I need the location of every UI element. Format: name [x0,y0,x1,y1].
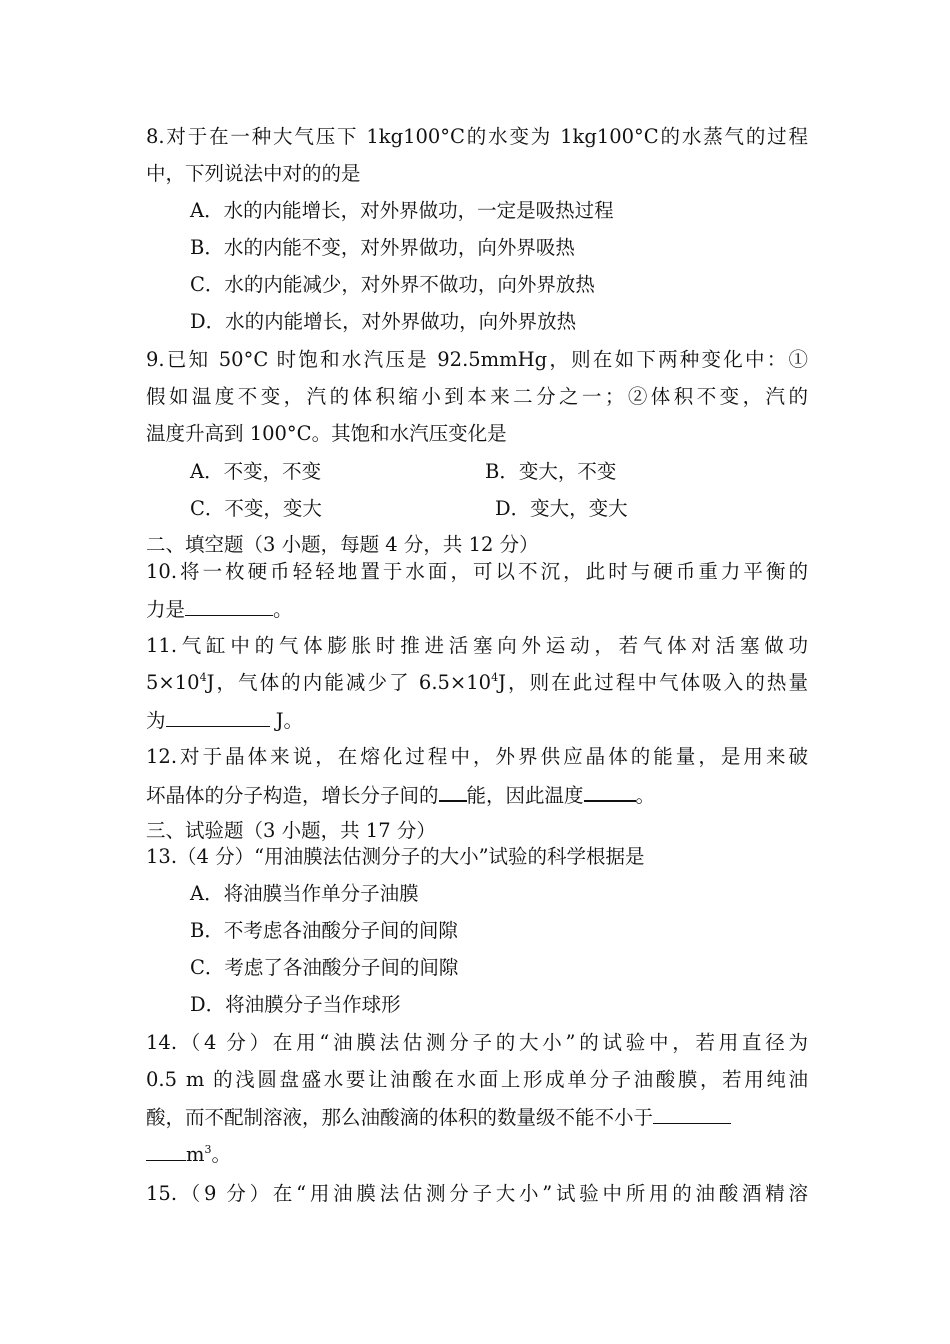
q11-text-d: 为 [146,709,166,732]
q11-answer-blank[interactable] [166,706,270,727]
q15-stem-line1: 15.（9 分）在“用油膜法估测分子大小”试验中所用的油酸酒精溶 [146,1182,808,1205]
section-3-heading: 三、试验题（3 小题，共 17 分） [146,819,436,842]
q12-end: 。 [635,784,656,807]
q11-unit: J。 [269,709,304,732]
q9-stem-line3: 温度升高到 100°C。其饱和水汽压变化是 [146,422,507,445]
q14-answer-blank-2[interactable] [146,1140,186,1161]
q10-end: 。 [273,598,293,621]
q10-text: 力是 [146,598,186,621]
q13-option-a: A．将油膜当作单分子油膜 [190,882,419,905]
q10-answer-blank[interactable] [185,595,273,616]
q12-stem-line1: 12.对于晶体来说，在熔化过程中，外界供应晶体的能量，是用来破 [146,745,808,768]
q14-unit-exp: 3 [204,1143,212,1156]
q9-stem-line2: 假如温度不变，汽的体积缩小到本来二分之一；②体积不变，汽的 [146,385,808,408]
q11-exp2: 4 [491,671,499,684]
q9-option-b: B．变大，不变 [485,460,617,483]
q13-option-c: C．考虑了各油酸分子间的间隙 [190,956,459,979]
q11-stem-line2 [146,669,808,697]
q14-unit: m [186,1143,205,1166]
section-2-heading: 二、填空题（3 小题，每题 4 分，共 12 分） [146,533,539,556]
q14-answer-blank-1[interactable] [653,1103,731,1124]
q13-option-b: B．不考虑各油酸分子间的间隙 [190,919,458,942]
q10-stem-line2 [146,595,808,623]
q8-option-d: D．水的内能增长，对外界做功，向外界放热 [190,310,577,333]
q8-option-a: A．水的内能增长，对外界做功，一定是吸热过程 [190,199,614,222]
q11-text-b: J，气体的内能减少了 6.5×10 [206,671,492,694]
q11-text-c: J，则在此过程中气体吸入的热量 [498,671,808,694]
q9-option-c: C．不变，变大 [190,497,322,520]
q9-option-d: D．变大，变大 [495,497,628,520]
q12-answer-blank-1[interactable] [439,780,467,802]
q10-stem-line1: 10.将一枚硬币轻轻地置于水面，可以不沉，此时与硬币重力平衡的 [146,560,808,583]
q13-option-d: D．将油膜分子当作球形 [190,993,401,1016]
q9-option-a: A．不变，不变 [190,460,322,483]
q8-stem-line2: 中，下列说法中对的的是 [146,162,361,185]
q11-stem-line3 [146,706,808,734]
q8-option-c: C．水的内能减少，对外界不做功，向外界放热 [190,273,595,296]
q12-answer-blank-2[interactable] [584,780,636,802]
q12-text-a: 坏晶体的分子构造，增长分子间的 [146,784,439,807]
q8-stem-line1: 8.对于在一种大气压下 1kg100°C的水变为 1kg100°C的水蒸气的过程 [146,125,808,148]
q14-stem-line2: 0.5 m 的浅圆盘盛水要让油酸在水面上形成单分子油酸膜，若用纯油 [146,1068,808,1091]
q12-stem-line2 [146,780,808,808]
q11-work-value: $5\times 10^4$ [146,671,207,694]
q12-text-b: 能，因此温度 [466,784,584,807]
q14-end: 。 [211,1143,232,1166]
q9-stem-line1: 9.已知 50°C 时饱和水汽压是 92.5mmHg，则在如下两种变化中：① [146,348,808,371]
q13-stem-line1: 13.（4 分）“用油膜法估测分子的大小”试验的科学根据是 [146,845,645,868]
q14-text: 酸，而不配制溶液，那么油酸滴的体积的数量级不能不小于 [146,1106,654,1129]
q8-option-b: B．水的内能不变，对外界做功，向外界吸热 [190,236,575,259]
q11-stem-line1: 11.气缸中的气体膨胀时推进活塞向外运动，若气体对活塞做功 [146,634,808,657]
q14-stem-line1: 14.（4 分）在用“油膜法估测分子的大小”的试验中，若用直径为 [146,1031,808,1054]
q14-stem-line4 [146,1140,808,1168]
q14-stem-line3 [146,1103,808,1131]
